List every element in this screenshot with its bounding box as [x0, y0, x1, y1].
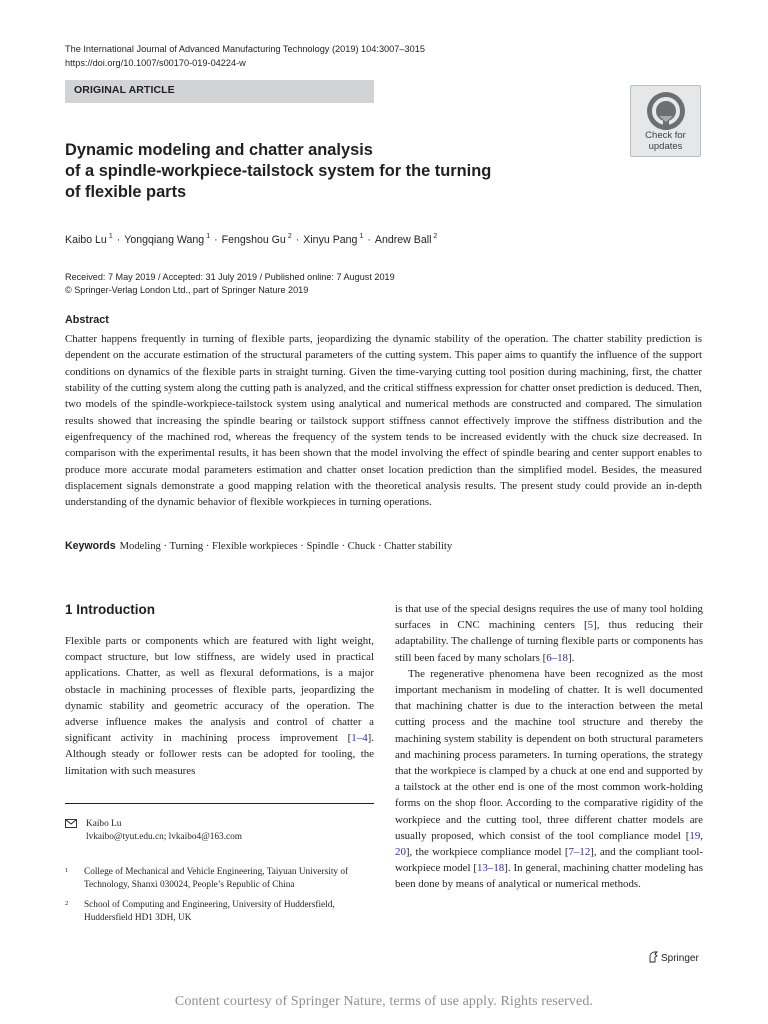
keywords: [65, 539, 452, 554]
paragraph-text: ], thus reducing their adaptability. The challenge of turning flexible parts or components has still been faced by many scholars [: [395, 619, 703, 664]
doi-link[interactable]: https://doi.org/10.1007/s00170-019-04224-w: [65, 58, 246, 68]
publisher-logo: [648, 951, 699, 964]
paragraph-text: ], the workpiece compliance model [: [405, 846, 569, 859]
author-name[interactable]: Andrew Ball: [374, 234, 432, 246]
author-name[interactable]: Yongqiang Wang: [124, 234, 205, 246]
citation-link[interactable]: 7–12: [568, 846, 591, 859]
publisher-name: Springer: [661, 953, 699, 964]
citation-link[interactable]: 19: [689, 829, 701, 842]
copyright-notice: © Springer-Verlag London Ltd., part of Springer Nature 2019: [65, 285, 309, 295]
right-column-text: [395, 601, 703, 893]
corresponding-author-name: Kaibo Lu: [86, 819, 122, 829]
paragraph-text: Flexible parts or components which are featured with light weight, compact structure, but low stiffness, are widely used in practical applications. Chatter, as well as flexural deformations, is a major obstacle in machining processes of flexible parts, jeopardizing the dynamic stability and geometric accuracy of the operation. The adverse influence makes the analysis and control of chatter a significant activity in machining process improvement [: [65, 635, 374, 745]
affiliation-number: 1: [65, 867, 69, 874]
check-for-updates-icon: [645, 90, 687, 132]
author-affiliation-mark: 1: [108, 233, 113, 240]
journal-citation: The International Journal of Advanced Manufacturing Technology (2019) 104:3007–3015: [65, 44, 425, 54]
springer-horse-icon: [648, 951, 659, 963]
author-affiliation-mark: 2: [433, 233, 438, 240]
paragraph-text: The regenerative phenomena have been recognized as the most important mechanism in modeling of chatter. It is well documented that machining chatter is due to the interaction between the metal cutting process and the machine tool structure and thereby the machining system stability is dependent on both structural parameters and machining process parameters. In turning operations, the strategy that the workpiece is clamped by a chuck at one end and supported by a tailstock at the other end is one of the most common work-holding forms on the shop floor. According to the comparative rigidity of the workpiece and the cutting tool, three different chatter models are usually proposed, which consist of the tool compliance model [: [395, 667, 703, 842]
citation-link[interactable]: 20: [395, 846, 406, 859]
author-name[interactable]: Xinyu Pang: [303, 234, 358, 246]
paragraph: [395, 666, 703, 893]
author-separator: ·: [295, 234, 300, 246]
affiliation-text: School of Computing and Engineering, University of Huddersfield, Huddersfield HD1 3DH, UK: [84, 900, 335, 923]
author-affiliation-mark: 2: [287, 233, 292, 240]
footnote-divider: [65, 803, 374, 804]
citation-link[interactable]: 1–4: [351, 732, 368, 745]
paragraph: [395, 601, 703, 666]
author-name[interactable]: Fengshou Gu: [221, 234, 286, 246]
affiliation: [65, 866, 365, 896]
corresponding-author-emails[interactable]: lvkaibo@tyut.edu.cn; lvkaibo4@163.com: [86, 832, 243, 842]
left-column-text: [65, 633, 374, 779]
author-affiliation-mark: 1: [206, 233, 211, 240]
keywords-label: Keywords: [65, 540, 116, 552]
author-separator: ·: [214, 234, 218, 246]
citation-link[interactable]: 13–18: [476, 862, 505, 875]
paragraph-text: ]. Although steady or follower rests can be adopted for tooling, the limitation with such measures: [65, 732, 374, 777]
check-for-updates-line2: updates: [648, 140, 683, 152]
check-for-updates-line1: Check for: [645, 130, 686, 141]
affiliation-number: 2: [65, 900, 69, 907]
section-heading: 1 Introduction: [65, 602, 155, 617]
paragraph-text: ]. In general, machining chatter modeling has been done by means of analytical or numerical methods.: [395, 862, 703, 891]
author-affiliation-mark: 1: [359, 233, 364, 240]
keywords-list: Modeling · Turning · Flexible workpieces · Spindle · Chuck · Chatter stability: [119, 541, 453, 552]
citation-link[interactable]: 6–18: [546, 651, 568, 664]
paragraph-text: is that use of the special designs requires the use of many tool holding surfaces in CNC machining centers [: [395, 603, 703, 632]
envelope-icon: [65, 819, 77, 828]
article-type-label: ORIGINAL ARTICLE: [65, 80, 374, 103]
title-line-3: of flexible parts: [65, 183, 187, 201]
author-list: [65, 229, 437, 248]
paragraph-text: ,: [700, 829, 703, 842]
paragraph-text: ].: [568, 651, 575, 664]
abstract-body: Chatter happens frequently in turning of flexible parts, jeopardizing the dynamic stability of the operation. The chatter stability prediction is dependent on the accurate estimation of the structural parameters of the cutting system. This paper aims to quantify the influence of the support conditions on dynamics of the flexible parts in straight turning. Given the time-varying cutting tool position during machining, first, the chatter stability of the cutting system along the cutting path is analyzed, and the critical stiffness expression for chatter onset prediction is deduced. Then, two models of the spindle-workpiece-tailstock system using analytical and numerical methods are constructed and compared. The simulation results showed that increasing the spindle bearing or tailstock support stiffness cannot effectively improve the stiffness distribution and the eigenfrequency of the machined rod, whereas the frequency of the system tends to be increased evidently with the chuck size decreased. In comparison with the experimental results, it has been shown that the model involving the effect of spindle bearing and center support enables to produce more accurate modal parameters estimation and chatter onset location prediction than the simplified model. Besides, the measured displacement signals demonstrate a good mapping relation with the theoretical analysis results. The present study could provide an in-depth understanding of the dynamic behavior of flexible workpieces in turning operations.: [65, 333, 702, 509]
paragraph: [65, 633, 374, 779]
watermark-notice: Content courtesy of Springer Nature, terms of use apply. Rights reserved.: [174, 994, 594, 1009]
author-separator: ·: [367, 234, 371, 246]
citation-link[interactable]: 5: [587, 619, 594, 632]
title-line-2: of a spindle-workpiece-tailstock system for the turning: [65, 162, 492, 180]
publication-dates: Received: 7 May 2019 / Accepted: 31 July 2019 / Published online: 7 August 2019: [65, 272, 395, 282]
affiliation-text: College of Mechanical and Vehicle Engineering, Taiyuan University of Technology, Shanxi 030024, People’s Republic of China: [84, 867, 349, 890]
author-name[interactable]: Kaibo Lu: [65, 234, 107, 246]
check-for-updates-button[interactable]: [630, 85, 701, 157]
title-line-1: Dynamic modeling and chatter analysis: [65, 141, 373, 159]
affiliation: [65, 899, 365, 929]
paragraph-text: ], and the compliant tool-workpiece model [: [395, 846, 703, 875]
author-separator: ·: [116, 234, 121, 246]
abstract-heading: Abstract: [65, 314, 109, 326]
article-title: [65, 140, 605, 203]
